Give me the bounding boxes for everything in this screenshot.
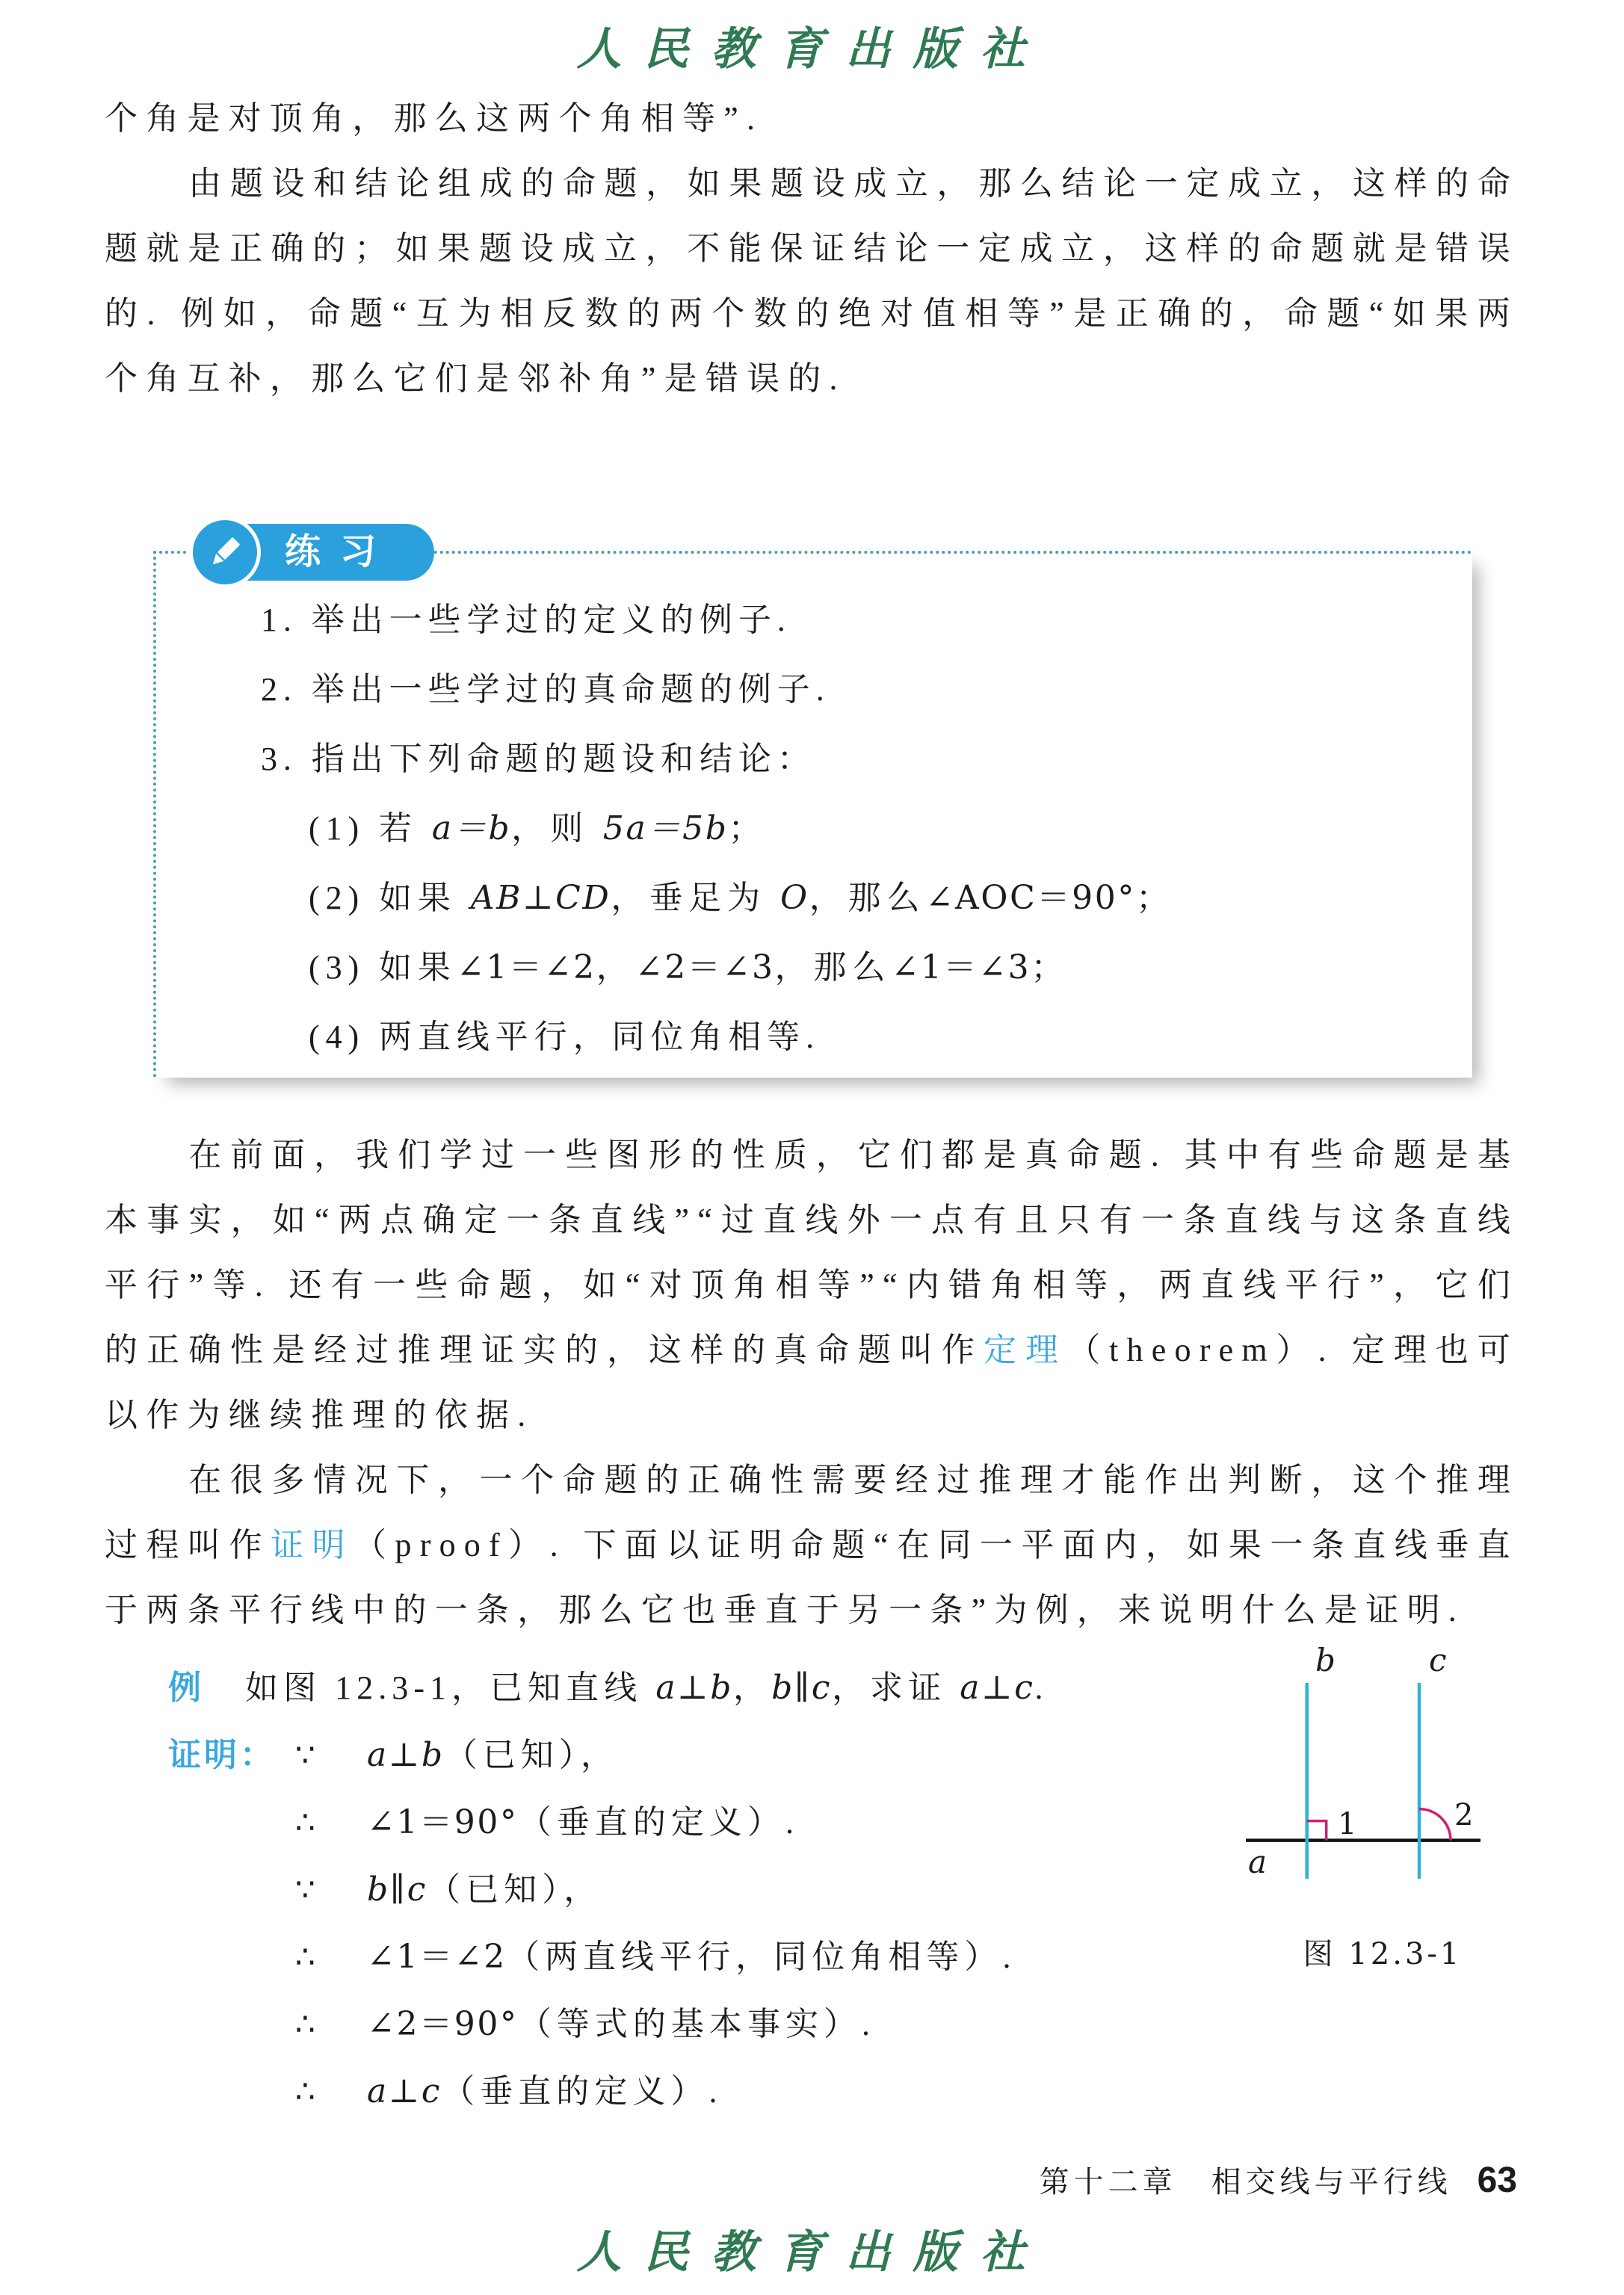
proof-step-text: b∥c（已知）， (367, 1871, 602, 1909)
proof-step-text: ∠2＝90°（等式的基本事实）. (367, 2005, 876, 2043)
proof-step-3 (168, 1856, 1274, 1924)
because-icon: ∵ (295, 1871, 321, 1908)
label-angle-1: 1 (1338, 1807, 1357, 1841)
practice-subitem-2: (2) 如果 AB⊥CD，垂足为 O，那么∠AOC＝90°； (309, 879, 1175, 917)
therefore-icon: ∴ (295, 1804, 321, 1841)
proof-step-text: a⊥b（已知）， (367, 1736, 619, 1774)
figure-caption: 图 12.3-1 (1303, 1937, 1463, 1971)
proof-label: 证明： (168, 1737, 276, 1773)
geometry-diagram (1226, 1637, 1569, 1894)
page-number: 63 (1477, 2160, 1517, 2200)
label-line-a: a (1248, 1844, 1268, 1880)
chapter-title: 第十二章 相交线与平行线 (1039, 2165, 1452, 2199)
publisher-logo-top: 人民教育出版社 (576, 23, 1048, 75)
intro-text (105, 86, 1519, 411)
pencil-icon (189, 516, 261, 588)
right-angle-mark (1307, 1821, 1327, 1841)
practice-subitem-3: (3) 如果∠1＝∠2，∠2＝∠3，那么∠1＝∠3； (309, 948, 1070, 986)
proof-step-text: ∠1＝∠2（两直线平行，同位角相等）. (367, 1938, 1016, 1976)
proof-step-5 (168, 1991, 1274, 2058)
label-line-b: b (1315, 1642, 1336, 1678)
therefore-icon: ∴ (295, 2006, 321, 2042)
angle-arc (1419, 1809, 1451, 1841)
example-statement (168, 1655, 1274, 1722)
paragraph-continuation: 个角是对顶角，那么这两个角相等”. (105, 100, 764, 137)
proof-step-4 (168, 1924, 1274, 1991)
example-block (168, 1655, 1274, 2125)
practice-title: 练习 (231, 524, 434, 581)
therefore-icon: ∴ (295, 2073, 321, 2110)
proof-step-1 (168, 1722, 1274, 1789)
because-icon: ∵ (295, 1737, 321, 1773)
practice-item-2: 2. 举出一些学过的真命题的例子. (261, 671, 830, 708)
proof-step-6 (168, 2058, 1274, 2125)
figure-12-3-1 (1226, 1637, 1569, 1973)
paragraph-proof: 在很多情况下，一个命题的正确性需要经过推理才能作出判断，这个推理过程叫作证明（proof）. 下面以证明命题“在同一平面内，如果一条直线垂直于两条平行线中的一条，那么它也垂直于另一条”为例，来说明什么是证明. (105, 1462, 1519, 1628)
practice-items (261, 585, 1442, 1072)
label-angle-2: 2 (1454, 1798, 1474, 1832)
practice-item-1: 1. 举出一些学过的定义的例子. (261, 602, 791, 638)
therefore-icon: ∴ (295, 1939, 321, 1975)
example-label: 例 (168, 1669, 207, 1706)
definition-text (105, 1122, 1519, 1643)
proof-step-text: ∠1＝90°（垂直的定义）. (367, 1803, 800, 1841)
footer (1040, 2158, 1517, 2201)
label-line-c: c (1429, 1642, 1447, 1678)
paragraph-theorem: 在前面，我们学过一些图形的性质，它们都是真命题. 其中有些命题是基本事实，如“两点确定一条直线”“过直线外一点有且只有一条直线与这条直线平行”等. 还有一些命题，如“对顶角相等”“内错角相等，两直线平行”，它们的正确性是经过推理证实的，这样的真命题叫作定理（theorem）. 定理也可以作为继续推理的依据. (105, 1137, 1519, 1433)
paragraph-proposition: 由题设和结论组成的命题，如果题设成立，那么结论一定成立，这样的命题就是正确的；如果题设成立，不能保证结论一定成立，这样的命题就是错误的. 例如，命题“互为相反数的两个数的绝对值相等”是正确的，命题“如果两个角互补，那么它们是邻补角”是错误的. (105, 165, 1519, 397)
practice-badge (189, 516, 434, 588)
publisher-logo-bottom: 人民教育出版社 (576, 2226, 1048, 2279)
practice-item-3: 3. 指出下列命题的题设和结论： (261, 741, 816, 777)
practice-box (153, 532, 1472, 1078)
practice-subitem-1: (1) 若 a＝b，则 5a＝5b； (309, 809, 768, 847)
proof-step-2 (168, 1789, 1274, 1856)
example-statement-text: 如图 12.3-1，已知直线 a⊥b，b∥c，求证 a⊥c. (245, 1669, 1049, 1707)
practice-subitem-4: (4) 两直线平行，同位角相等. (309, 1019, 821, 1055)
proof-step-text: a⊥c（垂直的定义）. (367, 2072, 723, 2110)
